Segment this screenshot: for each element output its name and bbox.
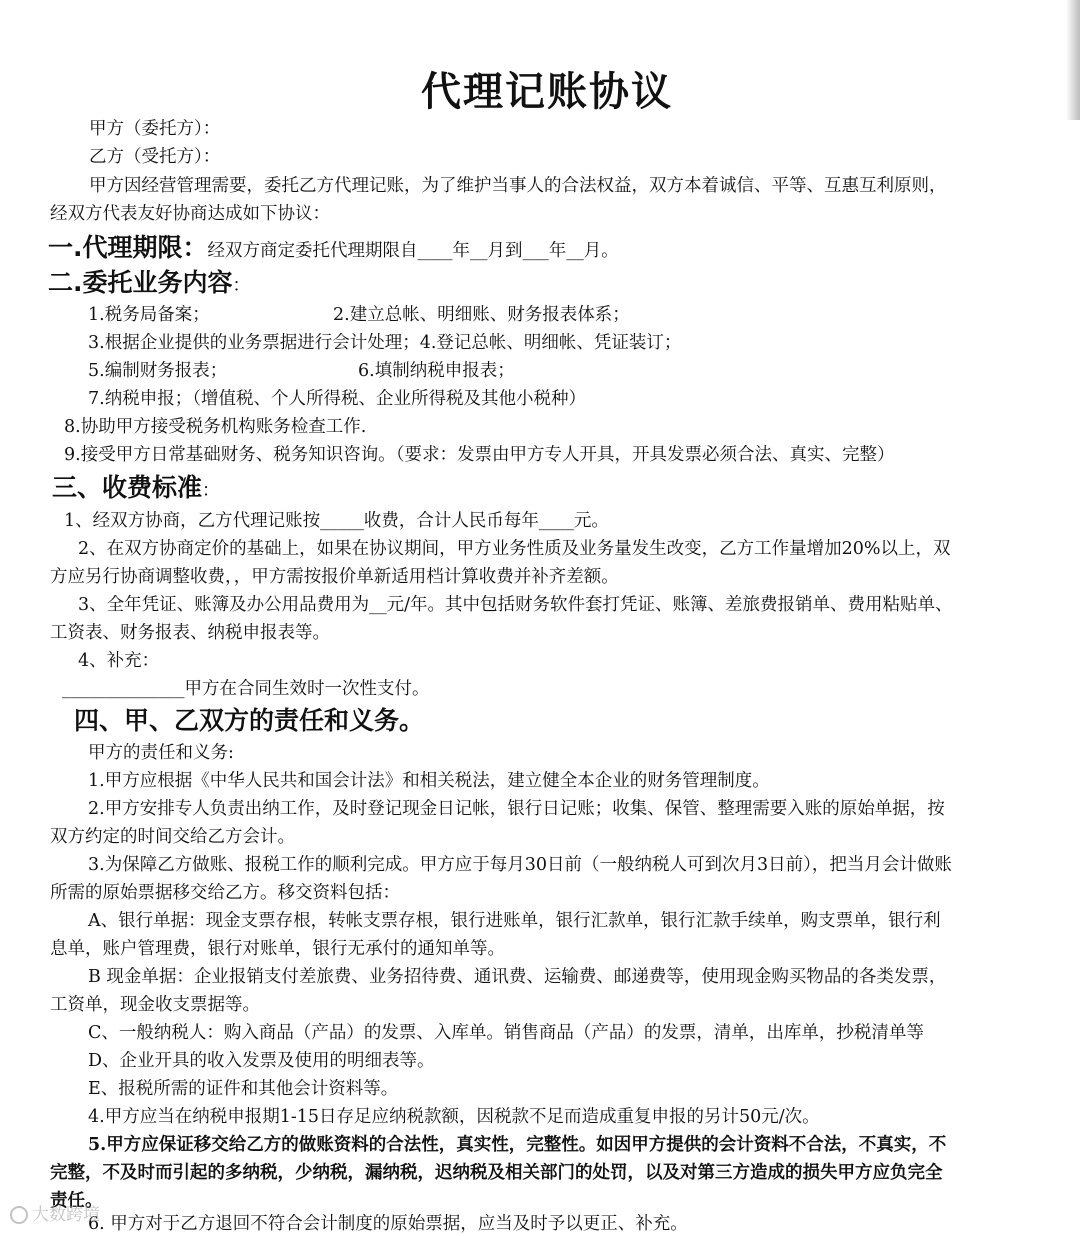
duty-2-line-2: 双方约定的时间交给乙方会计。 [50, 827, 295, 847]
document-title: 代理记账协议 [421, 69, 673, 115]
fee-paragraph-2-line-1: 2、在双方协商定价的基础上，如果在协议期间，甲方业务性质及业务量发生改变，乙方工作量增加20%以上，双 [78, 539, 951, 559]
fee-paragraph-3-line-2: 工资表、财务报表、纳税申报表等。 [50, 623, 330, 643]
service-item-8: 8.协助甲方接受税务机构账务检查工作. [64, 417, 367, 437]
section-2-heading [48, 267, 250, 302]
service-item-5: 5.编制财务报表； [88, 361, 228, 381]
service-item-6: 6.填制纳税申报表； [358, 361, 515, 381]
intro-line-1: 甲方因经营管理需要，委托乙方代理记账，为了维护当事人的合法权益，双方本着诚信、平等、互惠互利原则， [89, 176, 947, 196]
section-1-heading [48, 232, 619, 267]
section-3-heading [52, 472, 220, 507]
fee-paragraph-1: 1、经双方协商，乙方代理记账按_____收费，合计人民币每年____元。 [64, 511, 609, 531]
intro-line-2: 经双方代表友好协商达成如下协议： [50, 204, 330, 224]
duty-5-line-1: 5.甲方应保证移交给乙方的做账资料的合法性，真实性，完整性。如因甲方提供的会计资料不合法，不真实，不 [88, 1135, 947, 1155]
duty-5-line-3: 责任。 [50, 1191, 103, 1211]
service-item-3-4: 3.根据企业提供的业务票据进行会计处理；4.登记总帐、明细帐、凭证装订； [88, 333, 682, 353]
section-3-title: 三、收费标准 [52, 473, 203, 502]
item-b-line-1: B 现金单据：企业报销支付差旅费、业务招待费、通讯费、运输费、邮递费等，使用现金购买物品的各类发票， [88, 967, 947, 987]
service-item-9: 9.接受甲方日常基础财务、税务知识咨询。（要求：发票由甲方专人开具，开具发票必须合法、真实、完整） [64, 445, 895, 465]
section-2-colon: ： [232, 276, 250, 296]
watermark-text: 大数跨境 [32, 1205, 100, 1225]
section-1-title: 一.代理期限： [48, 233, 208, 262]
watermark-logo-icon [10, 1206, 28, 1224]
watermark [10, 1200, 100, 1225]
section-3-colon: ： [202, 481, 220, 501]
duty-4: 4.甲方应当在纳税申报期1-15日存足应纳税款额，因税款不足而造成重复申报的另计50元/次。 [88, 1107, 820, 1127]
item-e: E、报税所需的证件和其他会计资料等。 [88, 1079, 399, 1099]
party-b-line: 乙方（受托方）： [89, 147, 221, 167]
fee-supplement-line: ______________甲方在合同生效时一次性支付。 [62, 679, 430, 699]
fee-paragraph-2-line-2: 方应另行协商调整收费，，甲方需按报价单新适用档计算收费并补齐差额。 [50, 567, 619, 587]
duty-2-line-1: 2.甲方安排专人负责出纳工作，及时登记现金日记帐，银行日记账；收集、保管、整理需要入账的原始单据，按 [88, 799, 945, 819]
item-a-line-2: 息单，账户管理费，银行对账单，银行无承付的通知单等。 [50, 939, 505, 959]
fee-paragraph-4: 4、补充： [78, 651, 160, 671]
service-item-1: 1.税务局备案； [88, 305, 210, 325]
item-c: C、一般纳税人：购入商品（产品）的发票、入库单。销售商品（产品）的发票，清单，出库单，抄税清单等 [88, 1023, 924, 1043]
duty-3-line-1: 3.为保障乙方做账、报税工作的顺利完成。甲方应于每月30日前（一般纳税人可到次月3日前），把当月会计做账 [88, 855, 952, 875]
duty-6: 6. 甲方对于乙方退回不符合会计制度的原始票据，应当及时予以更正、补充。 [88, 1214, 688, 1234]
section-1-term: 经双方商定委托代理期限自____年__月到___年__月。 [207, 241, 619, 261]
duty-1: 1.甲方应根据《中华人民共和国会计法》和相关税法，建立健全本企业的财务管理制度。 [88, 771, 770, 791]
section-4-heading: 四、甲、乙双方的责任和义务。 [74, 706, 425, 735]
party-a-duties-subheading: 甲方的责任和义务: [88, 743, 234, 763]
duty-5-line-2: 完整，不及时而引起的多纳税，少纳税，漏纳税，迟纳税及相关部门的处罚，以及对第三方造成的损失甲方应负完全 [50, 1163, 943, 1183]
duty-3-line-2: 所需的原始票据移交给乙方。移交资料包括： [50, 883, 400, 903]
item-d: D、企业开具的收入发票及使用的明细表等。 [88, 1051, 435, 1071]
fee-paragraph-3-line-1: 3、全年凭证、账簿及办公用品费用为__元/年。其中包括财务软件套打凭证、账簿、差旅费报销单、费用粘贴单、 [78, 595, 953, 615]
section-2-title: 二.委托业务内容 [48, 268, 233, 297]
service-item-7: 7.纳税申报；（增值税、个人所得税、企业所得税及其他小税种） [88, 389, 586, 409]
item-b-line-2: 工资单，现金收支票据等。 [50, 995, 260, 1015]
service-item-2: 2.建立总帐、明细账、财务报表体系； [333, 305, 630, 325]
item-a-line-1: A、银行单据：现金支票存根，转帐支票存根，银行进账单，银行汇款单，银行汇款手续单，购支票单，银行利 [88, 911, 941, 931]
party-a-line: 甲方（委托方）： [89, 119, 221, 139]
